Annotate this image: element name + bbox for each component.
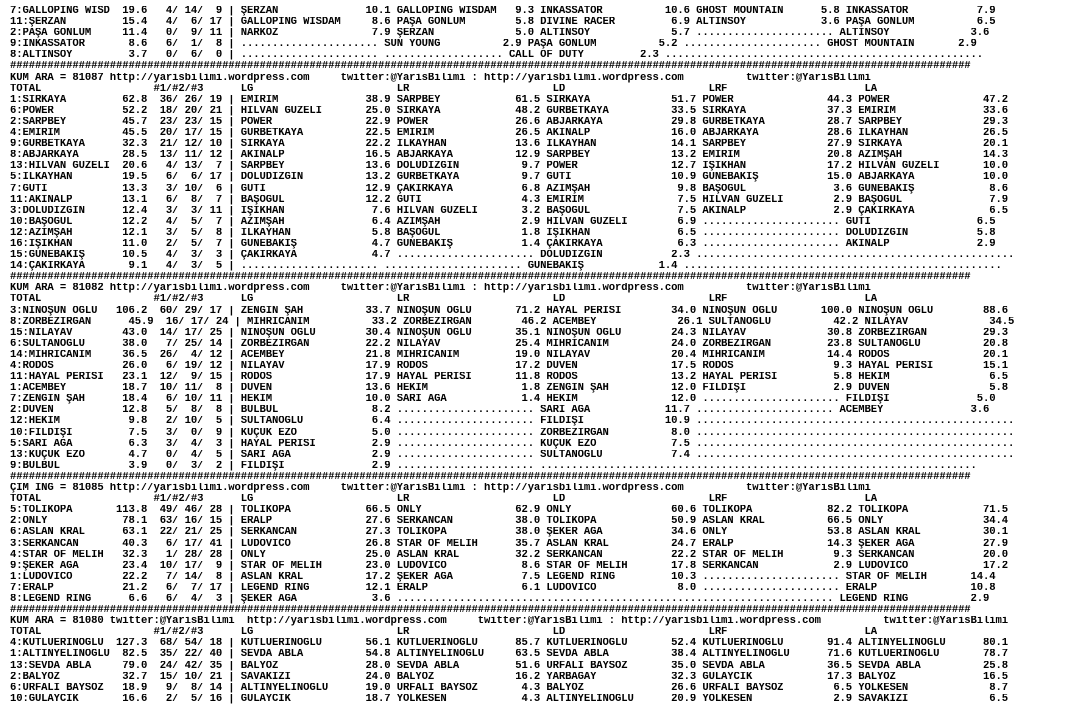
horse-row: 6:POWER 52.2 18/ 20/ 21 | HİLVAN GÜZELİ 25.0 SIRKAYA 48.2 GURBETKAYA 33.5 SIRKAYA 37.3 EMİRİM 33.6 <box>10 105 1008 117</box>
horse-row: 3:DOLUDİZGİN 12.4 3/ 3/ 11 | IŞIKHAN 7.6 HİLVAN GÜZELİ 3.2 BAŞOĞUL 7.5 AKINALP 2.9 ÇAKIRKAYA 6.5 <box>10 205 1008 217</box>
horse-row: 6:URFALI BAYSÖZ 18.9 9/ 8/ 14 | ALTINYELİNOĞLU 19.0 URFALI BAYSÖZ 4.3 BALYOZ 26.6 URFALI BAYSÖZ 6.5 YOLKESEN 8.7 <box>10 682 1008 694</box>
horse-row: 2:DÜVEN 12.8 5/ 8/ 8 | BÜLBÜL 8.2 ...................... SARI AĞA 11.7 ...................... ACEMBEY 3.6 <box>10 405 990 417</box>
horse-row: 7:ZENGİN ŞAH 18.4 6/ 10/ 11 | HEKİM 10.0 SARI AĞA 1.4 HEKİM 12.0 ...................... FİLDİŞİ 5.0 <box>10 394 996 406</box>
horse-row: 8:ZORBEZİRGAN 45.9 16/ 17/ 24 | MİHRİCANIM 33.2 ZORBEZİRGAN 46.2 ACEMBEY 26.1 SULTANOĞLU 42.2 NİLAYAV 34.5 <box>10 316 1015 328</box>
column-header-line: TOTAL #1/#2/#3 LG LR LD LRF LA <box>10 627 877 639</box>
horse-row: 14:ÇAKIRKAYA 9.1 4/ 3/ 5 | ...................... ...................... GÜNEBAKIŞ 1.4 ................................................... <box>10 261 1002 273</box>
horse-row: 13:KÜÇÜK EZO 4.7 0/ 4/ 5 | SARI AĞA 2.9 ...................... SULTANOĞLU 7.4 ................................................... <box>10 449 1015 461</box>
separator-line: ########################################################################################################################################################## <box>10 61 971 73</box>
horse-row: 9:BÜLBÜL 3.9 0/ 3/ 2 | FİLDİŞİ 2.9 ...................... ...................................................................... <box>10 460 977 472</box>
horse-row: 10:GÜLAYCIK 16.6 2/ 5/ 16 | GÜLAYCIK 18.7 YOLKESEN 4.3 ALTINYELİNOĞLU 20.9 YOLKESEN 2.9 SAVAKIZI 6.5 <box>10 693 1008 705</box>
column-header-line: TOTAL #1/#2/#3 LG LR LD LRF LA <box>10 494 877 506</box>
horse-row: 11:HAYAL PERİSİ 23.1 12/ 9/ 15 | RODOS 17.9 HAYAL PERİSİ 11.8 RODOS 13.2 HAYAL PERİSİ 5.8 HEKİM 6.5 <box>10 372 1008 384</box>
horse-row: 4:STAR OF MELİH 32.3 1/ 28/ 28 | ONLY 25.0 ASLAN KRAL 32.2 SERKANCAN 22.2 STAR OF MELİH 9.3 SERKANCAN 20.0 <box>10 549 1008 561</box>
horse-row: 2:BALYOZ 32.7 15/ 10/ 21 | SAVAKIZI 24.0 BALYOZ 16.2 YARBAGAY 32.3 GÜLAYCIK 17.3 BALYOZ 16.5 <box>10 671 1008 683</box>
horse-row: 7:ERALP 21.2 6/ 7/ 17 | LEGEND RING 12.1 ERALP 6.1 LUDOVICO 8.0 ...................... ERALP 10.8 <box>10 582 996 594</box>
horse-row: 10:FİLDİŞİ 7.5 3/ 0/ 9 | KÜÇÜK EZO 5.0 ...................... ZORBEZİRGAN 8.0 ................................................... <box>10 427 1015 439</box>
horse-row: 5:SARI AĞA 6.3 3/ 4/ 3 | HAYAL PERİSİ 2.9 ...................... KÜÇÜK EZO 7.5 ................................................... <box>10 438 1015 450</box>
horse-row: 6:ASLAN KRAL 63.1 22/ 21/ 25 | SERKANCAN 27.3 TOLİKOPA 38.0 ŞEKER AĞA 34.6 ONLY 53.8 ASLAN KRAL 30.1 <box>10 527 1008 539</box>
horse-row: 4:EMİRİM 45.5 20/ 17/ 15 | GURBETKAYA 22.5 EMİRİM 26.5 AKINALP 16.0 ABJARKAYA 28.6 İLKAYHAN 26.5 <box>10 128 1008 140</box>
race-header-line: ÇİM İNG = 81085 http://yarisbilimi.wordpress.com twitter:@YarisBilimi : http://yarisbilimi.wordpress.com twitter:@YarisBilimi <box>10 483 871 495</box>
horse-row: 1:ALTINYELİNOĞLU 82.5 35/ 22/ 40 | SEVDA ABLA 54.8 ALTINYELİNOĞLU 63.5 SEVDA ABLA 38.4 ALTINYELİNOĞLU 71.6 KUTLUERİNOĞLU 78.7 <box>10 649 1008 661</box>
horse-row: 1:SIRKAYA 62.8 36/ 26/ 19 | EMİRİM 38.9 SARPBEY 61.5 SIRKAYA 51.7 POWER 44.3 POWER 47.2 <box>10 94 1008 106</box>
horse-row: 6:SULTANOĞLU 38.0 7/ 25/ 14 | ZORBEZİRGAN 22.2 NİLAYAV 25.4 MİHRİCANIM 24.0 ZORBEZİRGAN 23.8 SULTANOĞLU 20.8 <box>10 338 1008 350</box>
horse-row: 16:IŞIKHAN 11.0 2/ 5/ 7 | GÜNEBAKIŞ 4.7 GÜNEBAKIŞ 1.4 ÇAKIRKAYA 6.3 ...................... AKINALP 2.9 <box>10 238 996 250</box>
horse-row: 15:NİLAYAV 43.0 14/ 17/ 25 | NİNOŞUN OĞLU 30.4 NİNOŞUN OĞLU 35.1 NİNOŞUN OĞLU 24.3 NİLAYAV 30.8 ZORBEZİRGAN 29.3 <box>10 327 1008 339</box>
horse-row: 11:ŞERZAN 15.4 4/ 6/ 17 | GALLOPING WISDAM 8.6 PAŞA GÖNLÜM 5.8 DIVINE RACER 6.9 ALTINSOY 3.6 PAŞA GÖNLÜM 6.5 <box>10 17 996 29</box>
horse-row: 9:GURBETKAYA 32.3 21/ 12/ 10 | SIRKAYA 22.2 İLKAYHAN 13.6 İLKAYHAN 14.1 SARPBEY 27.9 SIRKAYA 20.1 <box>10 139 1008 151</box>
horse-row: 12:AZİMŞAH 12.1 3/ 5/ 8 | İLKAYHAN 5.8 BAŞOĞUL 1.8 IŞIKHAN 6.5 ...................... DOLUDİZGİN 5.8 <box>10 227 996 239</box>
horse-row: 2:ONLY 78.1 63/ 16/ 15 | ERALP 27.6 SERKANCAN 38.0 TOLİKOPA 50.9 ASLAN KRAL 66.5 ONLY 34.4 <box>10 516 1008 528</box>
horse-row: 4:KUTLUERİNOĞLU 127.3 68/ 54/ 18 | KUTLUERİNOĞLU 56.1 KUTLUERİNOĞLU 85.7 KUTLUERİNOĞLU 52.4 KUTLUERİNOĞLU 91.4 ALTINYELİNOĞLU 80.1 <box>10 638 1008 650</box>
separator-line: ########################################################################################################################################################## <box>10 272 971 284</box>
horse-row: 12:HEKİM 9.8 2/ 10/ 5 | SULTANOĞLU 6.4 ...................... FİLDİŞİ 10.9 ................................................... <box>10 416 1015 428</box>
horse-row: 13:SEVDA ABLA 79.0 24/ 42/ 35 | BALYOZ 28.0 SEVDA ABLA 51.6 URFALI BAYSÖZ 35.0 SEVDA ABLA 36.5 SEVDA ABLA 25.8 <box>10 660 1008 672</box>
horse-row: 7:GALLOPING WISD 19.6 4/ 14/ 9 | ŞERZAN 10.1 GALLOPING WISDAM 9.3 INKASSATOR 10.6 GHOST MOUNTAIN 5.8 INKASSATOR 7.9 <box>10 6 996 17</box>
horse-row: 8:LEGEND RING 6.6 6/ 4/ 3 | ŞEKER AĞA 3.6 ...................................................................... LEGEND RING 2.9 <box>10 593 990 605</box>
horse-row: 5:İLKAYHAN 19.5 6/ 6/ 17 | DOLUDİZGİN 13.2 GURBETKAYA 9.7 GUTİ 10.9 GÜNEBAKIŞ 15.0 ABJARKAYA 10.0 <box>10 172 1008 184</box>
horse-row: 13:HİLVAN GÜZELİ 20.6 4/ 13/ 7 | SARPBEY 13.6 DOLUDİZGİN 9.7 POWER 12.7 IŞIKHAN 17.2 HİLVAN GÜZELİ 10.0 <box>10 161 1008 173</box>
separator-line: ########################################################################################################################################################## <box>10 471 971 483</box>
horse-row: 8:ABJARKAYA 28.5 13/ 11/ 12 | AKINALP 16.5 ABJARKAYA 12.9 SARPBEY 13.2 EMİRİM 20.8 AZİMŞAH 14.3 <box>10 150 1008 162</box>
horse-row: 1:ACEMBEY 18.7 10/ 11/ 8 | DÜVEN 13.6 HEKİM 1.8 ZENGİN ŞAH 12.0 FİLDİŞİ 2.9 DÜVEN 5.8 <box>10 383 1008 395</box>
horse-row: 14:MİHRİCANIM 36.5 26/ 4/ 12 | ACEMBEY 21.8 MİHRİCANIM 19.0 NİLAYAV 20.4 MİHRİCANIM 14.4 RODOS 20.1 <box>10 349 1008 361</box>
column-header-line: TOTAL #1/#2/#3 LG LR LD LRF LA <box>10 83 877 95</box>
separator-line: ########################################################################################################################################################## <box>10 605 971 617</box>
horse-row: 9:ŞEKER AĞA 23.4 10/ 17/ 9 | STAR OF MELİH 23.0 LUDOVICO 8.6 STAR OF MELİH 17.8 SERKANCAN 2.9 LUDOVICO 17.2 <box>10 560 1008 572</box>
race-header-line: KUM ARA = 81087 http://yarisbilimi.wordpress.com twitter:@YarisBilimi : http://yarisbilimi.wordpress.com twitter:@YarisBilimi <box>10 72 871 84</box>
race-header-line: KUM ARA = 81080 twitter:@YarisBilimi http://yarisbilimi.wordpress.com twitter:@YarisBilimi : http://yarisbilimi.wordpress.com twitter:@YarisBilimi <box>10 616 1008 628</box>
horse-row: 1:LUDOVICO 22.2 7/ 14/ 8 | ASLAN KRAL 17.2 ŞEKER AĞA 7.5 LEGEND RING 10.3 ...................... STAR OF MELİH 14.4 <box>10 571 996 583</box>
horse-row: 2:PAŞA GÖNLÜM 11.4 0/ 9/ 11 | NARKOZ 7.9 ŞERZAN 5.0 ALTINSOY 5.7 ...................... ALTINSOY 3.6 <box>10 28 990 40</box>
horse-row: 4:RODOS 26.0 6/ 19/ 12 | NİLAYAV 17.9 RODOS 17.2 DÜVEN 17.5 RODOS 9.3 HAYAL PERİSİ 15.1 <box>10 361 1008 372</box>
horse-row: 2:SARPBEY 45.7 23/ 23/ 15 | POWER 22.9 POWER 26.6 ABJARKAYA 29.8 GURBETKAYA 28.7 SARPBEY 29.3 <box>10 116 1008 128</box>
horse-row: 3:NİNOŞUN OĞLU 106.2 60/ 29/ 17 | ZENGİN ŞAH 33.7 NİNOŞUN OĞLU 71.2 HAYAL PERİSİ 34.0 NİNOŞUN OĞLU 100.0 NİNOŞUN OĞLU 88.6 <box>10 305 1008 317</box>
horse-row: 9:INKASSATOR 8.6 6/ 1/ 8 | ...................... SUN YOUNG 2.9 PAŞA GÖNLÜM 5.2 ...................... GHOST MOUNTAIN 2.9 <box>10 39 977 51</box>
horse-row: 10:BAŞOĞUL 12.2 4/ 5/ 7 | AZİMŞAH 6.4 AZİMŞAH 2.9 HİLVAN GÜZELİ 6.9 ...................... GUTİ 6.5 <box>10 216 996 228</box>
horse-row: 7:GUTİ 13.3 3/ 10/ 6 | GUTİ 12.9 ÇAKIRKAYA 6.8 AZİMŞAH 9.8 BAŞOĞUL 3.6 GÜNEBAKIŞ 8.6 <box>10 183 1008 195</box>
horse-row: 15:GÜNEBAKIŞ 10.5 4/ 3/ 3 | ÇAKIRKAYA 4.7 ...................... DOLUDİZGİN 2.3 ................................................... <box>10 250 1015 262</box>
horse-row: 3:SERKANCAN 40.3 6/ 17/ 41 | LUDOVICO 26.8 STAR OF MELİH 35.7 ASLAN KRAL 24.7 ERALP 14.3 ŞEKER AĞA 27.9 <box>10 538 1008 550</box>
column-header-line: TOTAL #1/#2/#3 LG LR LD LRF LA <box>10 294 877 306</box>
race-stats-sheet <box>10 6 1072 705</box>
race-header-line: KUM ARA = 81082 http://yarisbilimi.wordpress.com twitter:@YarisBilimi : http://yarisbilimi.wordpress.com twitter:@YarisBilimi <box>10 283 871 295</box>
horse-row: 5:TOLİKOPA 113.8 49/ 46/ 28 | TOLİKOPA 66.5 ONLY 62.9 ONLY 60.6 TOLİKOPA 82.2 TOLİKOPA 71.5 <box>10 505 1008 517</box>
horse-row: 8:ALTINSOY 3.7 0/ 6/ 0 | ...................... ................... CALL OF DUTY 2.3 ................................................... <box>10 50 984 62</box>
horse-row: 11:AKINALP 13.1 6/ 8/ 7 | BAŞOĞUL 12.2 GUTİ 4.3 EMİRİM 7.5 HİLVAN GÜZELİ 2.9 BAŞOĞUL 7.9 <box>10 194 1008 206</box>
